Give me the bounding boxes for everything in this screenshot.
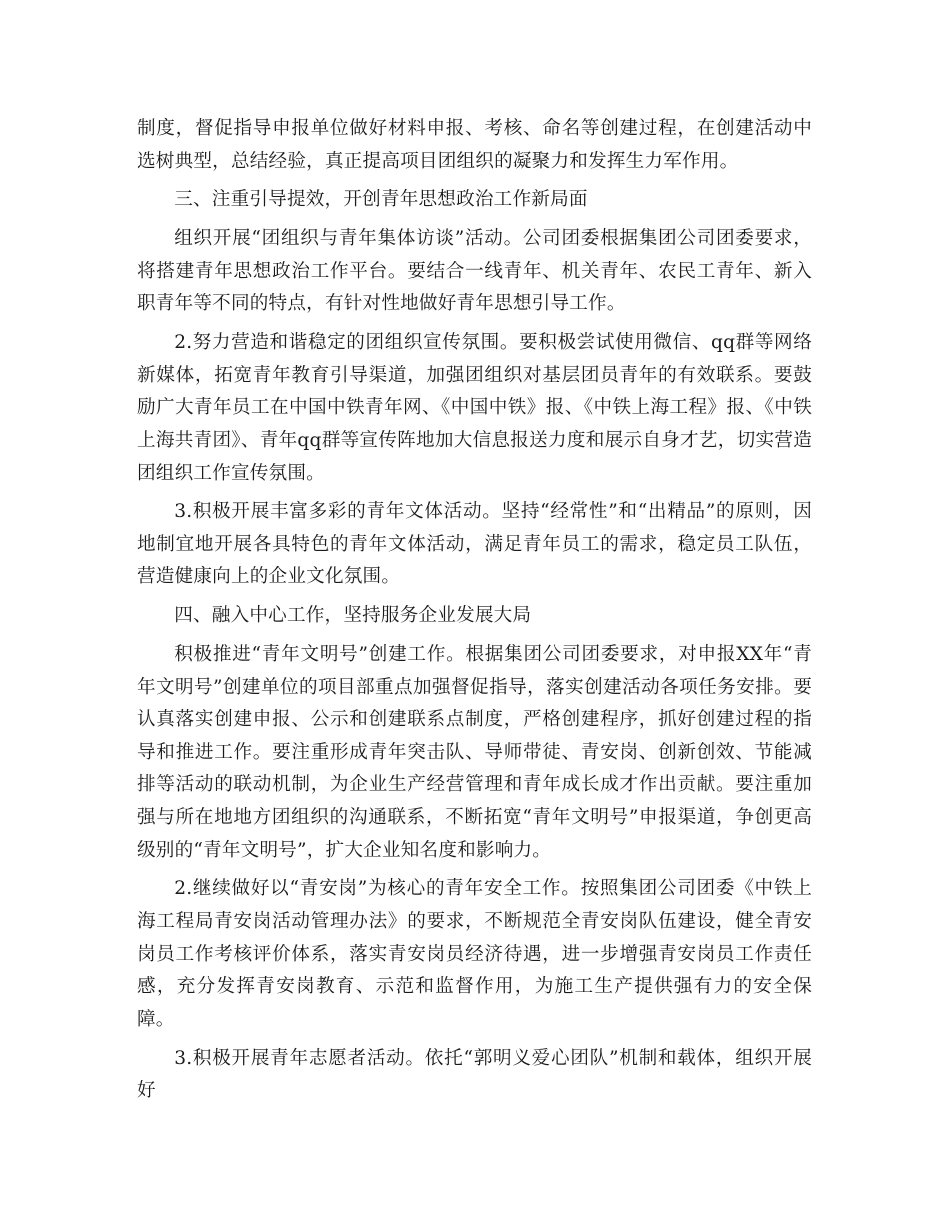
paragraph-collective-interview: 组织开展“团组织与青年集体访谈”活动。公司团委根据集团公司团委要求，将搭建青年思想政治工作平台。要结合一线青年、机关青年、农民工青年、新入职青年等不同的特点，有针对性地做好青年思想引导工作。: [137, 228, 812, 315]
paragraph-continuation: 制度，督促指导申报单位做好材料申报、考核、命名等创建过程，在创建活动中选树典型，总结经验，真正提高项目团组织的凝聚力和发挥生力军作用。: [137, 118, 812, 172]
paragraph-safety-post: 2.继续做好以“青安岗”为核心的青年安全工作。按照集团公司团委《中铁上海工程局青安岗活动管理办法》的要求，不断规范全青安岗队伍建设，健全青安岗员工作考核评价体系，落实青安岗员经济待遇，进一步增强青安岗员工作责任感，充分发挥青安岗教育、示范和监督作用，为施工生产提供强有力的安全保障。: [137, 878, 812, 1030]
paragraph-publicity: 2.努力营造和谐稳定的团组织宣传氛围。要积极尝试使用微信、qq群等网络新媒体，拓宽青年教育引导渠道，加强团组织对基层团员青年的有效联系。要鼓励广大青年员工在中国中铁青年网、《中国中铁》报、《中铁上海工程》报、《中铁上海共青团》、青年qq群等宣传阵地加大信息报送力度和展示自身才艺，切实营造团组织工作宣传氛围。: [137, 332, 812, 484]
paragraph-civilization-post: 积极推进“青年文明号”创建工作。根据集团公司团委要求，对申报XX年“青年文明号”创建单位的项目部重点加强督促指导，落实创建活动各项任务安排。要认真落实创建申报、公示和创建联系点制度，严格创建程序，抓好创建过程的指导和推进工作。要注重形成青年突击队、导师带徒、青安岗、创新创效、节能减排等活动的联动机制，为企业生产经营管理和青年成长成才作出贡献。要注重加强与所在地地方团组织的沟通联系，不断拓宽“青年文明号”申报渠道，争创更高级别的“青年文明号”，扩大企业知名度和影响力。: [137, 644, 812, 861]
section-heading-4: 四、融入中心工作，坚持服务企业发展大局: [174, 605, 532, 627]
document-body: [137, 113, 812, 1114]
paragraph-volunteer: 3.积极开展青年志愿者活动。依托“郭明义爱心团队”机制和载体，组织开展好: [137, 1047, 812, 1102]
paragraph-culture-sports: 3.积极开展丰富多彩的青年文体活动。坚持“经常性”和“出精品”的原则，因地制宜地开展各具特色的青年文体活动，满足青年员工的需求，稳定员工队伍，营造健康向上的企业文化氛围。: [137, 501, 812, 588]
section-heading-3: 三、注重引导提效，开创青年思想政治工作新局面: [174, 189, 588, 211]
